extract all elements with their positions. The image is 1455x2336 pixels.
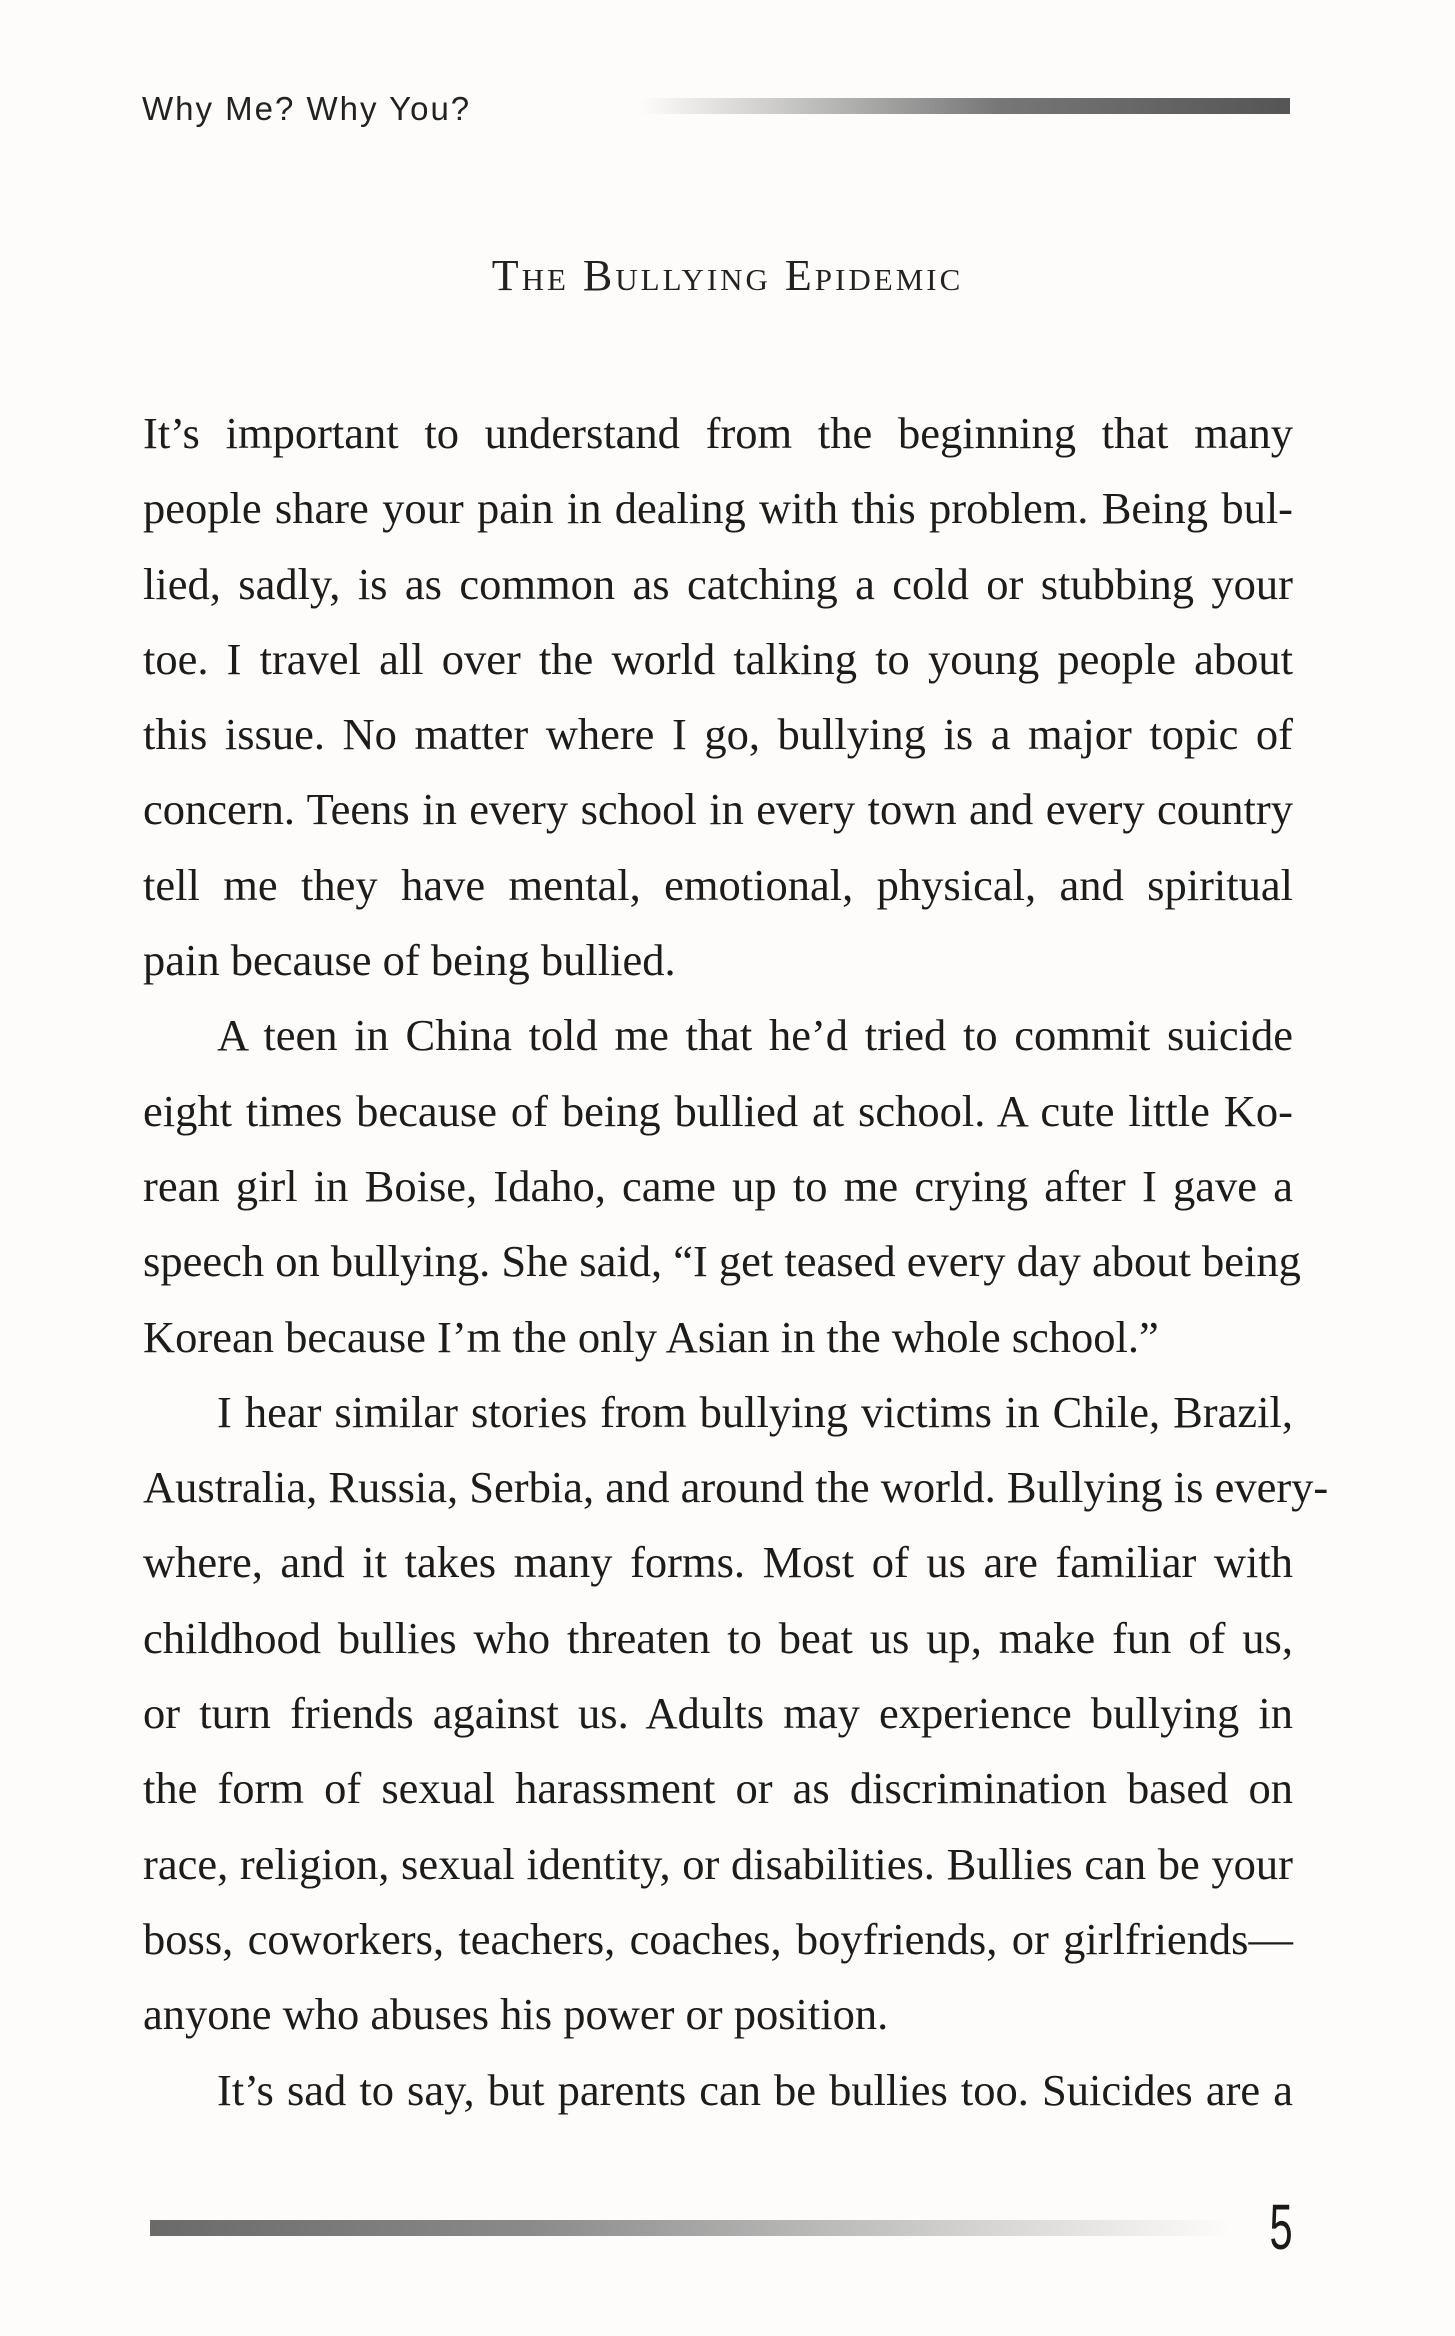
- text-line: It’s sad to say, but parents can be bullies too. Suicides are a: [217, 2064, 1293, 2115]
- text-line: It’s important to understand from the beginning that many: [143, 408, 1293, 458]
- running-head: Why Me? Why You?: [142, 90, 472, 127]
- page-number: 5: [1269, 2191, 1293, 2263]
- footer-rule: [150, 2220, 1230, 2236]
- body-text: [143, 396, 1329, 2128]
- text-line: I hear similar stories from bullying victims in Chile, Brazil,: [217, 1386, 1293, 1437]
- text-line: childhood bullies who threaten to beat us up, make fun of us,: [143, 1612, 1293, 1663]
- header-rule: [640, 98, 1290, 114]
- text-line: A teen in China told me that he’d tried to commit suicide: [217, 1010, 1293, 1061]
- chapter-title: The Bullying Epidemic: [491, 251, 964, 300]
- text-line: rean girl in Boise, Idaho, came up to me crying after I gave a: [143, 1160, 1293, 1211]
- text-line: this issue. No matter where I go, bullying is a major topic of: [143, 709, 1293, 760]
- text-line: eight times because of being bullied at school. A cute little Ko-: [143, 1085, 1293, 1136]
- text-line: lied, sadly, is as common as catching a cold or stubbing your: [143, 558, 1293, 609]
- text-line: where, and it takes many forms. Most of us are familiar with: [143, 1537, 1293, 1588]
- text-line: boss, coworkers, teachers, coaches, boyfriends, or girlfriends—: [143, 1913, 1293, 1964]
- text-line: people share your pain in dealing with this problem. Being bul-: [143, 483, 1293, 534]
- text-line: the form of sexual harassment or as discrimination based on: [143, 1763, 1293, 1814]
- text-line: tell me they have mental, emotional, physical, and spiritual: [143, 859, 1293, 910]
- text-line: pain because of being bullied.: [143, 935, 676, 986]
- text-line: anyone who abuses his power or position.: [143, 1989, 889, 2040]
- text-line: speech on bullying. She said, “I get teased every day about being: [143, 1236, 1301, 1287]
- text-line: or turn friends against us. Adults may experience bullying in: [143, 1688, 1293, 1739]
- text-line: Australia, Russia, Serbia, and around the world. Bullying is every-: [143, 1462, 1329, 1513]
- text-line: race, religion, sexual identity, or disabilities. Bullies can be your: [143, 1838, 1293, 1889]
- text-line: toe. I travel all over the world talking to young people about: [143, 633, 1293, 684]
- text-line: Korean because I’m the only Asian in the whole school.”: [143, 1311, 1159, 1362]
- text-line: concern. Teens in every school in every town and every country: [143, 784, 1293, 835]
